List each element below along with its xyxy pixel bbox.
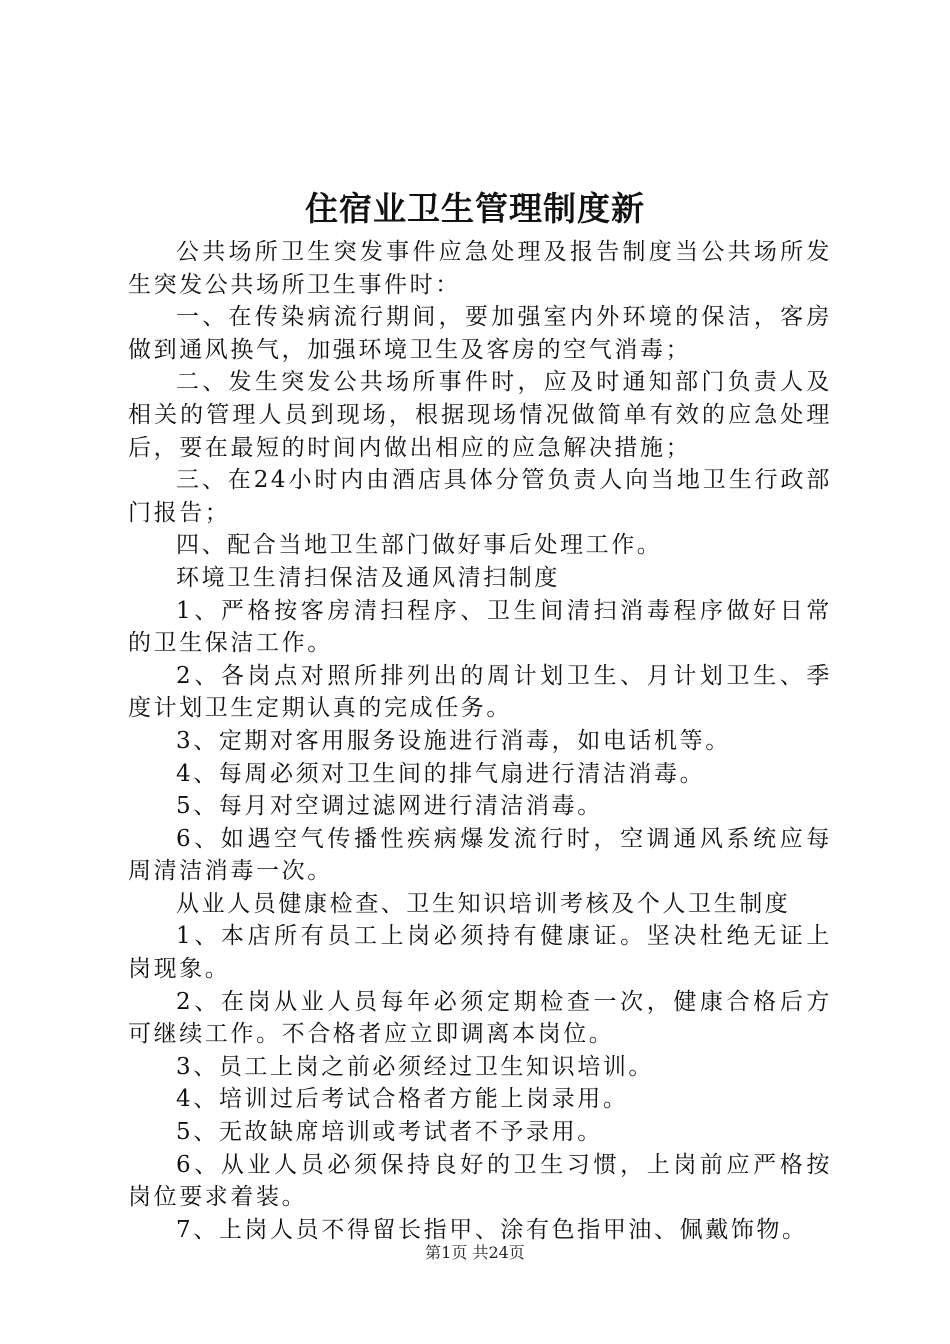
paragraph: 一、在传染病流行期间，要加强室内外环境的保洁，客房做到通风换气，加强环境卫生及客房的空气消毒； bbox=[128, 304, 832, 363]
paragraph: 1、严格按客房清扫程序、卫生间清扫消毒程序做好日常的卫生保洁工作。 bbox=[128, 597, 832, 657]
paragraph: 1、本店所有员工上岗必须持有健康证。坚决杜绝无证上岗现象。 bbox=[128, 923, 832, 983]
paragraph: 三、在24小时内由酒店具体分管负责人向当地卫生行政部门报告； bbox=[128, 467, 832, 526]
document-body bbox=[128, 236, 832, 1246]
paragraph: 7、上岗人员不得留长指甲、涂有色指甲油、佩戴饰物。 bbox=[176, 1216, 808, 1243]
page-footer: 第1页 共24页 bbox=[425, 1243, 525, 1262]
paragraph: 5、无故缺席培训或考试者不予录用。 bbox=[176, 1119, 603, 1146]
paragraph: 二、发生突发公共场所事件时，应及时通知部门负责人及相关的管理人员到现场，根据现场情况做简单有效的应急处理后，要在最短的时间内做出相应的应急解决措施； bbox=[128, 369, 832, 461]
paragraph: 3、员工上岗之前必须经过卫生知识培训。 bbox=[176, 1053, 655, 1080]
section-heading: 环境卫生清扫保洁及通风清扫制度 bbox=[176, 564, 560, 591]
paragraph: 四、配合当地卫生部门做好事后处理工作。 bbox=[176, 532, 663, 559]
paragraph: 6、从业人员必须保持良好的卫生习惯，上岗前应严格按岗位要求着装。 bbox=[128, 1151, 832, 1211]
paragraph: 2、在岗从业人员每年必须定期检查一次，健康合格后方可继续工作。不合格者应立即调离本岗位。 bbox=[128, 988, 832, 1048]
document-title: 住宿业卫生管理制度新 bbox=[305, 189, 645, 228]
paragraph: 3、定期对客用服务设施进行消毒，如电话机等。 bbox=[176, 727, 731, 754]
paragraph: 6、如遇空气传播性疾病爆发流行时，空调通风系统应每周清洁消毒一次。 bbox=[128, 825, 832, 885]
paragraph: 4、培训过后考试合格者方能上岗录用。 bbox=[176, 1086, 629, 1113]
paragraph: 公共场所卫生突发事件应急处理及报告制度当公共场所发生突发公共场所卫生事件时： bbox=[128, 239, 832, 298]
section-heading: 从业人员健康检查、卫生知识培训考核及个人卫生制度 bbox=[176, 890, 791, 917]
paragraph: 4、每周必须对卫生间的排气扇进行清洁消毒。 bbox=[176, 760, 706, 787]
paragraph: 2、各岗点对照所排列出的周计划卫生、月计划卫生、季度计划卫生定期认真的完成任务。 bbox=[128, 662, 832, 722]
paragraph: 5、每月对空调过滤网进行清洁消毒。 bbox=[176, 793, 603, 820]
